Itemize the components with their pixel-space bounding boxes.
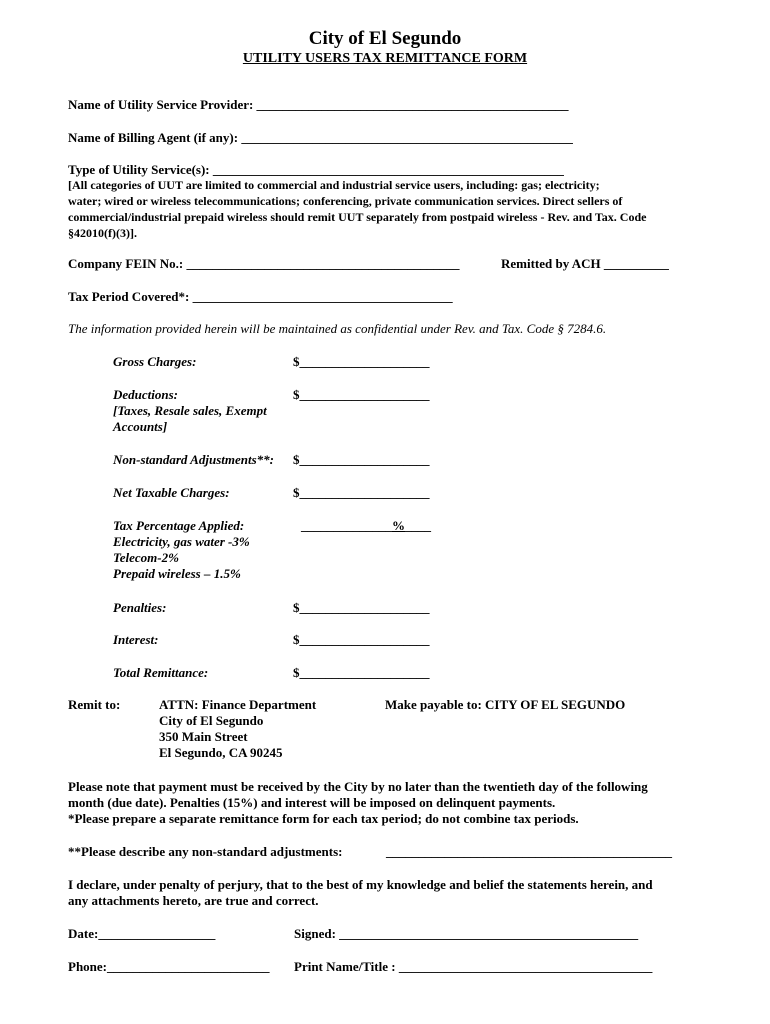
total-remittance-label: Total Remittance: (113, 665, 209, 680)
deductions-label-detail: [Taxes, Resale sales, Exempt (113, 403, 267, 418)
tax-rate-line: Prepaid wireless – 1.5% (113, 566, 241, 581)
address-line: City of El Segundo (159, 713, 264, 728)
service-note-line: water; wired or wireless telecommunications; conferencing, private communication services. Direct sellers of (68, 194, 623, 208)
billing-agent-field[interactable]: Name of Billing Agent (if any): ___________________________________________________ (68, 130, 573, 145)
fein-field[interactable]: Company FEIN No.: __________________________________________ (68, 256, 460, 271)
tax-rate-line: Telecom-2% (113, 550, 179, 565)
gross-charges-label: Gross Charges: (113, 354, 197, 369)
service-note-line: commercial/industrial prepaid wireless should remit UUT separately from postpaid wireless - Rev. and Tax. Code (68, 210, 647, 224)
tax-period-field[interactable]: Tax Period Covered*: ________________________________________ (68, 289, 453, 304)
total-remittance-field[interactable]: $____________________ (293, 665, 430, 680)
provider-field[interactable]: Name of Utility Service Provider: ________________________________________________ (68, 97, 569, 112)
service-type-field[interactable]: Type of Utility Service(s): ______________________________________________________ (68, 162, 564, 177)
percent-symbol: % (392, 518, 405, 533)
form-subtitle: UTILITY USERS TAX REMITTANCE FORM (242, 51, 528, 66)
print-name-field[interactable]: Print Name/Title : _______________________________________ (294, 959, 653, 974)
deductions-field[interactable]: $____________________ (293, 387, 430, 402)
service-note-line: [All categories of UUT are limited to commercial and industrial service users, including: gas; electricity; (68, 178, 600, 192)
confidential-notice: The information provided herein will be maintained as confidential under Rev. and Tax. Code § 7284.6. (68, 321, 607, 336)
signed-field[interactable]: Signed: ______________________________________________ (294, 926, 639, 941)
payable-to: Make payable to: CITY OF EL SEGUNDO (385, 697, 626, 712)
declaration-line: any attachments hereto, are true and correct. (68, 893, 319, 908)
interest-label: Interest: (113, 632, 159, 647)
net-taxable-label: Net Taxable Charges: (113, 485, 230, 500)
phone-field[interactable]: Phone:_________________________ (68, 959, 270, 974)
deductions-label-detail: Accounts] (113, 419, 168, 434)
pct-blank: ____ (405, 518, 431, 533)
note-line: *Please prepare a separate remittance form for each tax period; do not combine tax periods. (68, 811, 579, 826)
interest-field[interactable]: $____________________ (293, 632, 430, 647)
service-note-line: §42010(f)(3)]. (68, 226, 137, 240)
remit-to-label: Remit to: (68, 697, 121, 712)
address-line: El Segundo, CA 90245 (159, 745, 283, 760)
address-line: ATTN: Finance Department (159, 697, 317, 712)
note-line: month (due date). Penalties (15%) and interest will be imposed on delinquent payments. (68, 795, 556, 810)
note-line: Please note that payment must be received by the City by no later than the twentieth day of the following (68, 779, 648, 794)
nonstandard-label: Non-standard Adjustments**: (113, 452, 274, 467)
tax-percentage-field[interactable] (301, 518, 431, 534)
deductions-label: Deductions: (113, 387, 178, 402)
penalties-field[interactable]: $____________________ (293, 600, 430, 615)
pct-blank: ______________ (301, 518, 392, 533)
net-taxable-field[interactable]: $____________________ (293, 485, 430, 500)
tax-percentage-label: Tax Percentage Applied: (113, 518, 245, 533)
describe-adjustments-label: **Please describe any non-standard adjustments: (68, 844, 343, 859)
form-title: City of El Segundo (308, 28, 462, 49)
nonstandard-field[interactable]: $____________________ (293, 452, 430, 467)
ach-field[interactable]: Remitted by ACH __________ (501, 256, 669, 271)
describe-adjustments-field[interactable]: ____________________________________________ (386, 844, 672, 859)
gross-charges-field[interactable]: $____________________ (293, 354, 430, 369)
declaration-line: I declare, under penalty of perjury, that to the best of my knowledge and belief the statements herein, and (68, 877, 653, 892)
date-field[interactable]: Date:__________________ (68, 926, 216, 941)
penalties-label: Penalties: (113, 600, 167, 615)
tax-rate-line: Electricity, gas water -3% (113, 534, 250, 549)
address-line: 350 Main Street (159, 729, 248, 744)
